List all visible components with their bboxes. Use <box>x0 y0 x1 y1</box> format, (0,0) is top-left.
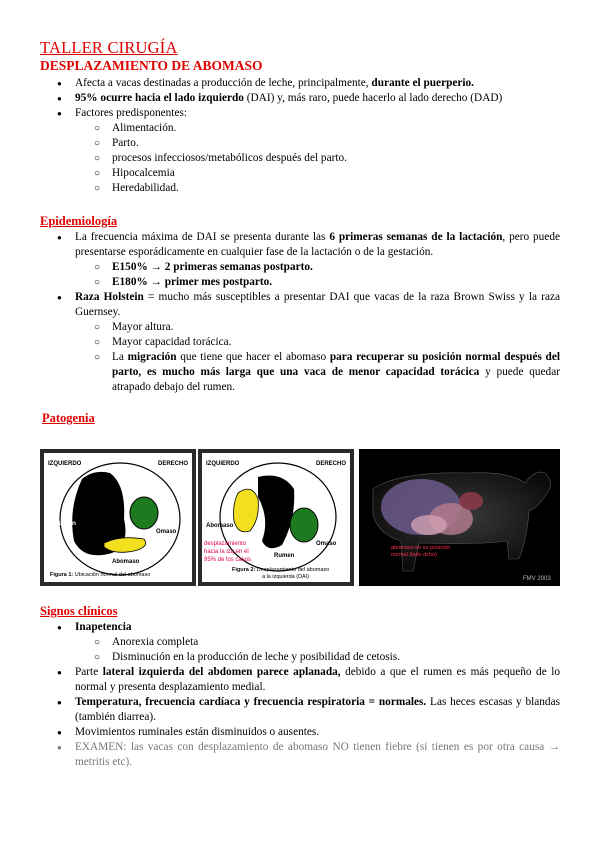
liver-organ <box>459 492 483 510</box>
abomaso-label: Abomaso <box>112 559 140 565</box>
patogenia-figures <box>40 449 560 586</box>
document-page <box>40 38 560 426</box>
section-heading-patogenia: Patogenia <box>42 411 95 425</box>
text-run-bold: Inapetencia <box>75 621 132 633</box>
figure-1-caption <box>50 572 150 578</box>
dai-note-line-2: hacia la izq en el <box>204 549 249 555</box>
omaso-shape <box>290 508 318 542</box>
text-run: La frecuencia máxima de DAI se presenta durante las <box>75 231 330 243</box>
section-heading-signos: Signos clínicos <box>40 604 118 618</box>
document-title: TALLER CIRUGÍA <box>40 38 178 57</box>
omaso-label: Omaso <box>316 541 337 547</box>
list-item <box>40 260 560 275</box>
figure-3-note-line-2: normal (lado dcho) <box>391 552 437 558</box>
section-heading-epidemiologia: Epidemiología <box>40 214 118 228</box>
omaso-label: Omaso <box>156 529 177 535</box>
list-item: ○ Alimentación. <box>40 121 560 136</box>
intro-list <box>40 76 560 196</box>
rumen-label: Rúmen <box>54 520 77 527</box>
text-run-bold: durante el puerperio. <box>371 77 475 89</box>
list-item <box>40 695 560 725</box>
list-item <box>40 620 560 635</box>
list-item <box>40 230 560 260</box>
list-item: ○ Mayor capacidad torácica. <box>40 335 560 350</box>
text-run-bold: Temperatura, frecuencia cardíaca y frecuencia respiratoria = normales. <box>75 696 427 708</box>
text-run-bold: 6 primeras semanas de la lactación <box>329 231 503 243</box>
text-run: La <box>112 351 128 363</box>
figure-1-diagram <box>40 449 196 586</box>
signos-list <box>40 620 560 770</box>
text-run-bold: migración <box>127 351 177 363</box>
figure-2-caption-line-2: a la izquierda (DAI) <box>262 574 310 580</box>
caption-text: Desplazamiento del abomaso <box>255 567 330 573</box>
dai-note-line-3: 95% de los casos <box>204 557 252 563</box>
epidemiologia-list <box>40 230 560 395</box>
abomaso-label: Abomaso <box>206 523 234 529</box>
list-item <box>40 350 560 395</box>
text-run: , pero puede presentarse esporádicamente en cualquier fase de la lactación o de la gestación. <box>75 231 560 258</box>
text-run-bold: E150% → 2 primeras semanas postparto. <box>112 261 313 273</box>
abomaso-organ <box>411 515 447 535</box>
figure-1-left-label: IZQUIERDO <box>48 461 82 467</box>
cow-illustration <box>359 449 560 586</box>
text-run: Afecta a vacas destinadas a producción de leche, principalmente, <box>75 77 372 89</box>
text-run-bold: para recuperar su posición normal después del parto, es mucho más larga que una vaca de menor capacidad torácica <box>112 351 560 378</box>
figure-2-diagram <box>198 449 354 586</box>
figure-normal-abomaso <box>40 449 196 586</box>
caption-text: Ubicación normal del abomaso <box>73 572 151 578</box>
omaso-shape <box>130 497 158 529</box>
list-item <box>40 76 560 91</box>
list-item <box>40 665 560 695</box>
list-item: ○ Parto. <box>40 136 560 151</box>
list-item <box>40 91 560 106</box>
rumen-label: Rumen <box>274 553 295 559</box>
text-run: debido a que el rumen es más pequeño de lo normal y presenta desplazamiento medial. <box>75 666 560 693</box>
signos-section <box>40 603 560 770</box>
figure-2-left-label: IZQUIERDO <box>206 461 240 467</box>
figure-dai <box>198 449 354 586</box>
figure-2-right-label: DERECHO <box>316 461 347 467</box>
text-run-bold: 95% ocurre hacia el lado izquierdo <box>75 92 244 104</box>
figure-3-note-line-1: abomaso en su posición <box>391 545 451 551</box>
text-run: Las heces escasas y blandas (también diarrea). <box>75 696 560 723</box>
text-run-bold: Raza Holstein <box>75 291 144 303</box>
text-run: (DAI) y, más raro, puede hacerlo al lado derecho (DAD) <box>243 92 503 104</box>
list-item: ○ Mayor altura. <box>40 320 560 335</box>
document-subtitle: DESPLAZAMIENTO DE ABOMASO <box>40 58 263 73</box>
text-run: y puede quedar atrapado debajo del rumen. <box>112 366 560 393</box>
text-run: Parte <box>75 666 103 678</box>
figure-1-right-label: DERECHO <box>158 461 189 467</box>
figure-3-credit: FMV 2003 <box>523 576 551 582</box>
list-item: ○ procesos infecciosos/metabólicos después del parto. <box>40 151 560 166</box>
text-run-bold: E180% → primer mes postparto. <box>112 276 273 288</box>
list-item: ● Movimientos ruminales están disminuidos o ausentes. <box>40 725 560 740</box>
figure-2-caption <box>232 567 329 573</box>
text-run: = mucho más susceptibles a presentar DAI que vacas de la raza Brown Swiss y la raza Guernsey. <box>75 291 560 318</box>
list-item: ○ Anorexia completa <box>40 635 560 650</box>
list-item <box>40 106 560 121</box>
list-item-exam-note: ● EXAMEN: las vacas con desplazamiento de abomaso NO tienen fiebre (si tienen es por otra causa → metritis etc). <box>40 740 560 770</box>
list-item: ○ Hipocalcemia <box>40 166 560 181</box>
text-run: Factores predisponentes: <box>75 107 187 119</box>
caption-bold: Figura 1: <box>50 572 74 578</box>
list-item: ○ Disminución en la producción de leche y posibilidad de cetosis. <box>40 650 560 665</box>
list-item <box>40 290 560 320</box>
text-run-bold: lateral izquierda del abdomen parece aplanada, <box>102 666 341 678</box>
list-item: ○ Heredabilidad. <box>40 181 560 196</box>
dai-note-line-1: desplazamiento <box>204 541 247 547</box>
caption-bold: Figura 2: <box>232 567 256 573</box>
text-run: que tiene que hacer el abomaso <box>176 351 330 363</box>
figure-cow-anatomy <box>359 449 560 586</box>
list-item <box>40 275 560 290</box>
